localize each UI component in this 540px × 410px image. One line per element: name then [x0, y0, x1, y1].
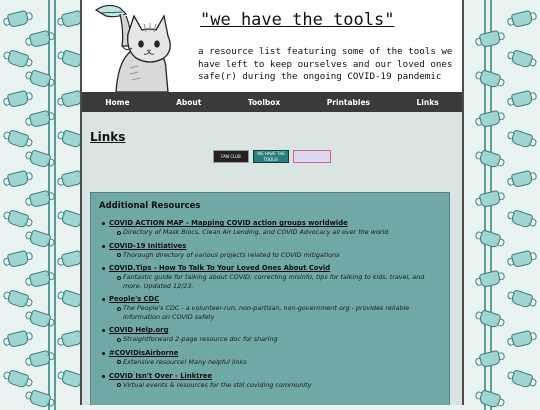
site-tagline: a resource list featuring some of the tools we have left to keep ourselves and our loved ones safe(r) during the ongoing COVID-19 pandemic	[198, 46, 453, 82]
list-item	[109, 326, 441, 343]
list-item	[109, 219, 441, 236]
mask-icon	[479, 110, 502, 128]
mask-icon	[28, 69, 51, 88]
mask-icon	[478, 149, 501, 168]
mask-icon	[511, 170, 534, 188]
mask-icon	[511, 90, 534, 108]
fan-club-badge[interactable]: FAN CLUB	[213, 150, 249, 163]
mask-icon	[29, 110, 52, 128]
mask-icon	[6, 209, 29, 228]
mask-icon	[511, 10, 534, 28]
panel-title: Additional Resources	[99, 201, 201, 211]
nav-about[interactable]: About	[176, 97, 202, 107]
mask-icon	[510, 369, 533, 388]
resource-link[interactable]: People's CDC	[109, 295, 160, 304]
main-nav	[82, 92, 462, 112]
resource-link[interactable]: COVID Isn't Over - Linktree	[109, 371, 213, 380]
mask-icon	[479, 30, 502, 48]
resource-list	[99, 219, 441, 389]
mask-icon	[479, 270, 502, 288]
resource-link[interactable]: COVID-19 Initiatives	[109, 241, 187, 250]
nav-links[interactable]: Links	[416, 97, 439, 107]
mask-icon	[6, 49, 29, 68]
mask-icon	[6, 289, 29, 308]
mask-icon	[29, 270, 52, 288]
list-item	[109, 349, 441, 366]
resource-description: Virtual events & resources for the still coviding community	[123, 381, 441, 389]
site-header	[82, 0, 462, 92]
mask-icon	[28, 229, 51, 248]
mask-icon	[28, 149, 51, 168]
mask-icon	[478, 229, 501, 248]
cat-with-mask-icon	[86, 0, 182, 92]
site-title: "we have the tools"	[200, 10, 395, 30]
mask-icon	[478, 389, 501, 408]
resource-description: Directory of Mask Blocs, Clean Air Lending, and COVID Advocacy all over the world	[123, 228, 441, 236]
mask-icon	[7, 90, 30, 108]
list-item	[109, 372, 441, 389]
mask-icon	[6, 369, 29, 388]
resource-link[interactable]: COVID ACTION MAP - Mapping COVID action groups worldwide	[109, 219, 348, 227]
mask-icon	[7, 170, 30, 188]
mask-icon	[7, 330, 30, 348]
mask-icon	[511, 330, 534, 348]
mask-icon	[29, 350, 52, 368]
main-content	[82, 112, 462, 405]
resource-description: Fantastic guide for talking about COVID; correcting misinfo, tips for talking to kids, travel, and more. Updated 12/23.	[123, 273, 441, 289]
nav-toolbox[interactable]: Toolbox	[247, 97, 281, 107]
nav-home[interactable]: Home	[105, 97, 130, 107]
resource-description: Thorough directory of various projects related to COVID mitigations	[123, 251, 441, 259]
mask-icon	[479, 350, 502, 368]
additional-resources-panel	[90, 192, 450, 405]
list-item	[109, 242, 441, 259]
mask-icon	[479, 190, 502, 208]
list-item	[109, 295, 441, 320]
resource-description: The People's CDC - a volunteer-run, non-partisan, non-government org - provides reliable information on COVID safety	[123, 304, 441, 320]
badge-row	[90, 150, 454, 163]
mask-icon	[6, 129, 29, 148]
mask-icon	[478, 69, 501, 88]
mask-icon	[29, 30, 52, 48]
mask-icon	[7, 250, 30, 268]
we-have-the-tools-badge[interactable]: WE HAVE THE TOOLS!	[253, 150, 289, 163]
list-item	[109, 264, 441, 289]
mask-icon	[511, 250, 534, 268]
page-title: Links	[90, 130, 126, 144]
page-container	[80, 0, 464, 405]
resource-link[interactable]: #COVIDisAirborne	[109, 348, 179, 357]
mask-icon	[7, 10, 30, 28]
resource-link[interactable]: COVID Help.org	[109, 326, 169, 335]
mask-icon	[510, 289, 533, 308]
mask-icon	[28, 389, 51, 408]
mask-icon	[478, 309, 501, 328]
mask-icon	[28, 309, 51, 328]
mask-icon	[29, 190, 52, 208]
resource-link[interactable]: COVID.Tips - How To Talk To Your Loved Ones About Covid	[109, 264, 331, 273]
mask-icon	[510, 129, 533, 148]
third-badge[interactable]	[293, 150, 331, 163]
resource-description: Straightforward 2-page resource doc for sharing	[123, 335, 441, 343]
resource-description: Extensive resource! Many helpful links	[123, 358, 441, 366]
mask-icon	[510, 209, 533, 228]
mask-icon	[510, 49, 533, 68]
nav-printables[interactable]: Printables	[326, 97, 371, 107]
